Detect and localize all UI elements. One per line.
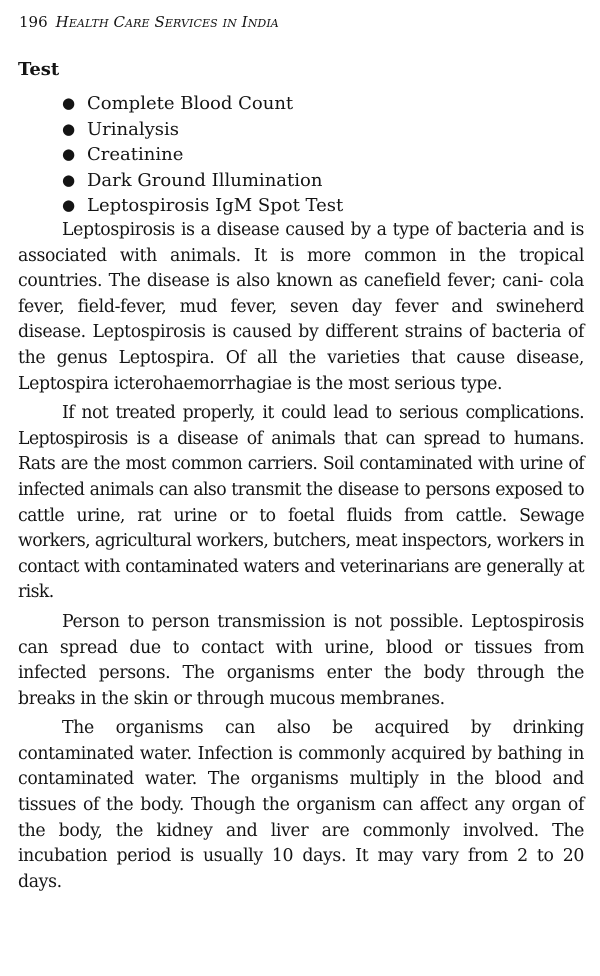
- paragraph-disease-overview: Leptospirosis is a disease caused by a type of bacteria and is associated with animals. It is more common in the tropical countries. The disease is also known as canefield fever; cani- cola fever, field-fever, mud fever, seven day fever and swineherd disease. Leptospirosis is caused by different strains of bacteria of the genus Leptospira. Of all the varieties that cause disease, Leptospira icterohaemorrhagiae is the most serious type.: [18, 220, 584, 394]
- list-item-label: Creatinine: [87, 144, 184, 166]
- paragraph-person-to-person: Person to person transmission is not possible. Leptospirosis can spread due to contact with urine, blood or tissues from infected persons. The organisms enter the body through the breaks in the skin or through mucous membranes.: [18, 611, 584, 709]
- paragraph-organisms-incubation: The organisms can also be acquired by drinking contaminated water. Infection is commonly acquired by bathing in contaminated water. The organisms multiply in the blood and tissues of the body. Though the organism can affect any organ of the body, the kidney and liver are commonly involved. The incubation period is usually 10 days. It may vary from 2 to 20 days.: [18, 718, 584, 892]
- bullet-icon: ●: [62, 170, 76, 189]
- bullet-icon: ●: [62, 94, 76, 112]
- list-item-label: Complete Blood Count: [87, 93, 294, 114]
- list-item-label: Dark Ground Illumination: [87, 169, 323, 191]
- list-item-label: Urinalysis: [87, 118, 180, 140]
- list-item: [62, 193, 343, 219]
- running-header: [19, 12, 279, 32]
- list-item: [62, 142, 343, 168]
- page-number: 196: [19, 13, 48, 31]
- bullet-icon: ●: [62, 119, 76, 138]
- list-item-label: Leptospirosis IgM Spot Test: [87, 195, 344, 217]
- body-text: [18, 218, 584, 895]
- list-item: [62, 91, 343, 117]
- list-item: [62, 117, 343, 143]
- section-heading: Test: [18, 59, 60, 80]
- list-item: [62, 168, 343, 194]
- test-list: [62, 91, 343, 219]
- bullet-icon: ●: [62, 145, 76, 164]
- book-title: Health Care Services in India: [55, 13, 279, 31]
- paragraph-transmission-to-humans: If not treated properly, it could lead to serious complications. Leptospirosis is a disease of animals that can spread to humans. Rats are the most common carriers. Soil contaminated with urine of infected animals can also transmit the disease to persons exposed to cattle urine, rat urine or to foetal fluids from cattle. Sewage workers, agricultural workers, butchers, meat inspectors, workers in contact with contaminated waters and veterinarians are generally at risk.: [18, 403, 584, 603]
- bullet-icon: ●: [62, 196, 76, 215]
